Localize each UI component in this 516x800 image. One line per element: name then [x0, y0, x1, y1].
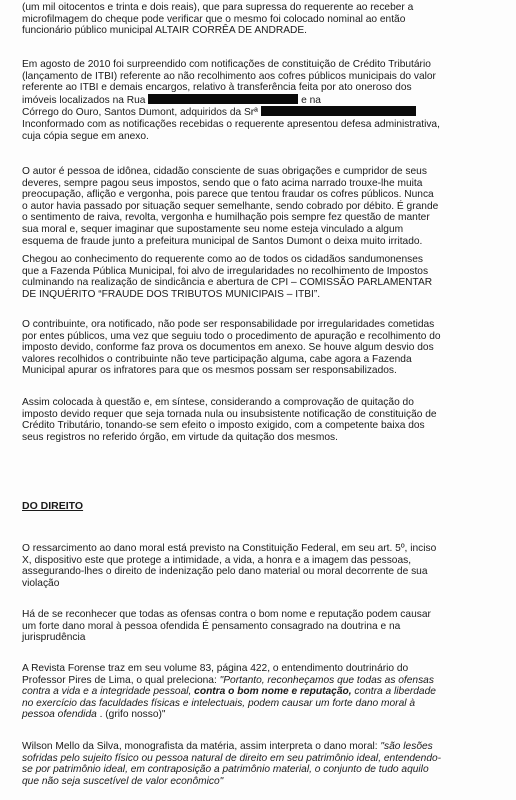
text-line [22, 686, 504, 698]
text-line: um forte dano moral à pessoa ofendida É pensamento consagrado na doutrina e na [22, 620, 401, 632]
text-fragment: imóveis localizados na Rua [22, 94, 146, 106]
text-line: cuja cópia segue em anexo. [22, 130, 149, 142]
text-line: sua moral e, sequer imaginar que supostamente seu nome esteja vinculado a algum [22, 223, 404, 235]
text-line: por entes públicos, uma vez que seguiu todo o procedimento de apuração e recolhimento do [22, 330, 441, 342]
text-line: (um mil oitocentos e trinta e dois reais), que para supressa do requerente ao receber a [22, 2, 414, 13]
text-fragment: Córrego do Ouro, Santos Dumont, adquiridos da Srª [22, 107, 258, 119]
redaction-block [148, 94, 298, 104]
text-line: Há de se reconhecer que todas as ofensas contra o bom nome e reputação podem causar [22, 609, 431, 620]
emphasis-fragment: contra o bom nome e reputação, [191, 686, 352, 698]
text-line: o sentimento de raiva, revolta, vergonha e humilhação pois sempre fez questão de manter [22, 212, 430, 224]
paragraph-chegou [22, 254, 504, 300]
text-line: (lançamento de ITBI) referente ao não recolhimento aos cofres públicos municipais do valor [22, 70, 436, 82]
text-line: deveres, sempre pagou seus impostos, sendo que o fato acima narrado trouxe-lhe muita [22, 177, 423, 189]
text-line: Em agosto de 2010 foi surpreendido com notificações de constituição de Crédito Tributário [22, 59, 431, 70]
text-line: que a Fazenda Pública Municipal, foi alvo de irregularidades no recolhimento de Impostos [22, 265, 429, 277]
paragraph-ofensas [22, 609, 504, 644]
paragraph-wilson [22, 741, 504, 787]
text-line: referente ao ITBI e demais encargos, relativo à transferência feita por ato oneroso dos [22, 82, 412, 94]
text-fragment: Professor Pires de Lima, o qual preleciona: [22, 674, 220, 686]
text-line: violação [22, 577, 60, 589]
text-line [22, 675, 504, 687]
text-fragment: Wilson Mello da Silva, monografista da matéria, assim interpreta o dano moral: [22, 741, 381, 752]
text-line: assegurando-lhes o direito de indenização pelo dano material ou moral decorrente de sua [22, 566, 428, 578]
paragraph-assim [22, 397, 504, 443]
paragraph-agosto [22, 59, 504, 142]
text-line: Municipal apurar os infratores para que os mesmos possam ser responsabilizados. [22, 365, 397, 377]
text-line: O contribuinte, ora notificado, não pode ser responsabilidade por irregularidades cometidas [22, 319, 435, 330]
text-line: Crédito Tributário, tonando-se sem efeito o imposto exigido, com a competente baixa dos [22, 420, 425, 432]
paragraph-ressarcimento [22, 543, 504, 589]
paragraph-intro [22, 2, 504, 37]
text-line: imposto devido, conforme faz prova os documentos em anexo. Se houve algum desvio dos [22, 342, 434, 354]
text-fragment: . (grifo nosso)" [96, 709, 166, 721]
text-line [22, 709, 504, 721]
text-line: O autor é pessoa de idônea, cidadão consciente de suas obrigações e cumpridor de seus [22, 166, 427, 177]
text-line [22, 106, 504, 119]
quote-fragment: "são lesões [380, 741, 433, 752]
paragraph-forense [22, 663, 504, 721]
redaction-block [261, 106, 416, 116]
paragraph-contribuinte [22, 319, 504, 377]
quote-fragment: contra a liberdade [351, 686, 436, 698]
text-line: A Revista Forense traz em seu volume 83, página 422, o entendimento doutrinário do [22, 663, 409, 674]
text-line: culminando na realização de sindicância e abertura de CPI – COMISSÃO PARLAMENTAR [22, 277, 433, 289]
text-line: Chegou ao conhecimento do requerente como ao de todos os cidadãos sandumonenses [22, 254, 423, 265]
text-line: O ressarcimento ao dano moral está previsto na Constituição Federal, em seu art. 5º, inciso [22, 543, 437, 554]
text-line: valores recolhidos o contribuinte não teve participação alguma, cabe agora a Fazenda [22, 353, 412, 365]
text-line: Assim colocada à questão e, em síntese, considerando a comprovação de quitação do [22, 397, 414, 408]
text-line: que não seja suscetível de valor econômico" [22, 775, 224, 787]
text-line: no exercício das faculdades físicas e intelectuais, podem causar um forte dano moral à [22, 697, 415, 709]
text-line: microfilmagem do cheque pode verificar que o mesmo foi colocado nominal ao então [22, 13, 406, 25]
section-heading: DO DIREITO [22, 500, 84, 512]
text-fragment: e na [301, 94, 321, 106]
text-line: se por patrimônio ideal, em contraposição a patrimônio material, o conjunto de tudo aquilo [22, 764, 429, 776]
text-line: seus registros no referido órgão, em virtude da quitação dos mesmos. [22, 431, 338, 443]
text-line: o autor havia passado por situação sequer semelhante, sendo cobrado por débito. É grande [22, 200, 439, 212]
text-line [22, 94, 504, 107]
text-line: imposto devido requer que seja tornada nula ou insubsistente notificação de constituição de [22, 408, 437, 420]
text-line: esquema de fraude junto a prefeitura municipal de Santos Dumont o deixa muito irritado. [22, 235, 423, 247]
text-line: DE INQUÉRITO “FRAUDE DOS TRIBUTOS MUNICIPAIS – ITBI”. [22, 288, 321, 300]
text-line: preocupação, aflição e vergonha, pois parece que tentou fraudar os cofres públicos. Nunca [22, 189, 434, 201]
quote-fragment: "Portanto, reconheçamos que todas as ofensas [219, 674, 434, 686]
text-line: sofridas pelo sujeito físico ou pessoa natural de direito em seu patrimônio ideal, entendendo- [22, 752, 442, 764]
text-line: jurisprudência [22, 632, 86, 644]
quote-fragment: contra a vida e a integridade pessoal, [22, 686, 192, 698]
paragraph-autor [22, 166, 504, 247]
text-line: Inconformado com as notificações recebidas o requerente apresentou defesa administrativa, [22, 118, 440, 130]
text-line: X, dispositivo este que protege a intimidade, a vida, a honra e a imagem das pessoas, [22, 554, 412, 566]
quote-fragment: pessoa ofendida [22, 709, 97, 721]
text-line [22, 741, 504, 753]
text-line: funcionário público municipal ALTAIR CORRÊA DE ANDRADE. [22, 25, 307, 37]
